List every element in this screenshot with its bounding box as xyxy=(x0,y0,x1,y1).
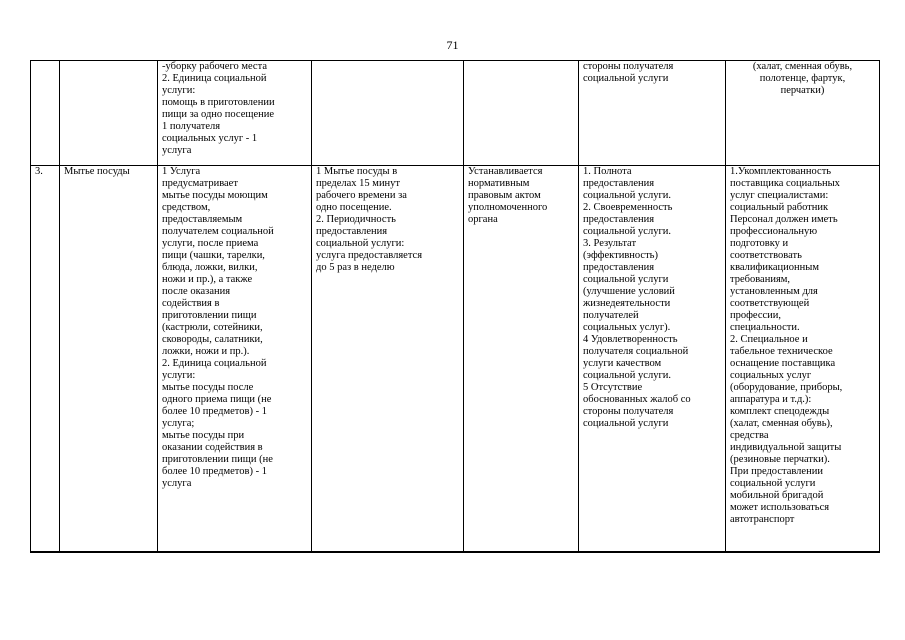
row-number-cell: 3. xyxy=(31,166,60,552)
services-table xyxy=(30,60,880,553)
service-name-cell xyxy=(60,61,158,166)
quality-indicators-cell: стороны получателя социальной услуги xyxy=(579,61,726,166)
row-number-cell xyxy=(31,61,60,166)
service-term-cell xyxy=(312,61,464,166)
quality-indicators-cell: 1. Полнота предоставления социальной услуги. 2. Своевременность предоставления социальной услуги. 3. Результат (эффективность) предоставления социальной услуги (улучшение условий жизнедеятельности получателей социальных услуг). 4 Удовлетворенность получателя социальной услуги качеством социальной услуги. 5 Отсутствие обоснованных жалоб со стороны получателя социальной услуги xyxy=(579,166,726,552)
service-conditions-cell: (халат, сменная обувь, полотенце, фартук, перчатки) xyxy=(726,61,880,166)
page-number: 71 xyxy=(446,38,459,52)
service-term-cell: 1 Мытье посуды в пределах 15 минут рабочего времени за одно посещение. 2. Периодичность предоставления социальной услуги: услуга предоставляется до 5 раз в неделю xyxy=(312,166,464,552)
service-conditions-cell: 1.Укомплектованность поставщика социальных услуг специалистами: социальный работник Персонал должен иметь профессиональную подготовку и соответствовать квалификационным требованиям, установленным для соответствующей профессии, специальности. 2. Специальное и табельное техническое оснащение поставщика социальных услуг (оборудование, приборы, аппаратура и т.д.): комплект спецодежды (халат, сменная обувь), средства индивидуальной защиты (резиновые перчатки). При предоставлении социальной услуги мобильной бригадой может использоваться автотранспорт xyxy=(726,166,880,552)
service-price-cell xyxy=(464,61,579,166)
service-name-cell: Мытье посуды xyxy=(60,166,158,552)
service-price-cell: Устанавливается нормативным правовым актом уполномоченного органа xyxy=(464,166,579,552)
service-description-cell: -уборку рабочего места 2. Единица социальной услуги: помощь в приготовлении пищи за одно посещение 1 получателя социальных услуг - 1 услуга xyxy=(158,61,312,166)
service-description-cell: 1 Услуга предусматривает мытье посуды моющим средством, предоставляемым получателем социальной услуги, после приема пищи (чашки, тарелки, блюда, ложки, вилки, ножи и пр.), а также после оказания содействия в приготовлении пищи (кастрюли, сотейники, сковороды, салатники, ложки, ножи и пр.). 2. Единица социальной услуги: мытье посуды после одного приема пищи (не более 10 предметов) - 1 услуга; мытье посуды при оказании содействия в приготовлении пищи (не более 10 предметов) - 1 услуга xyxy=(158,166,312,552)
table-row xyxy=(31,61,880,166)
table-row xyxy=(31,166,880,552)
